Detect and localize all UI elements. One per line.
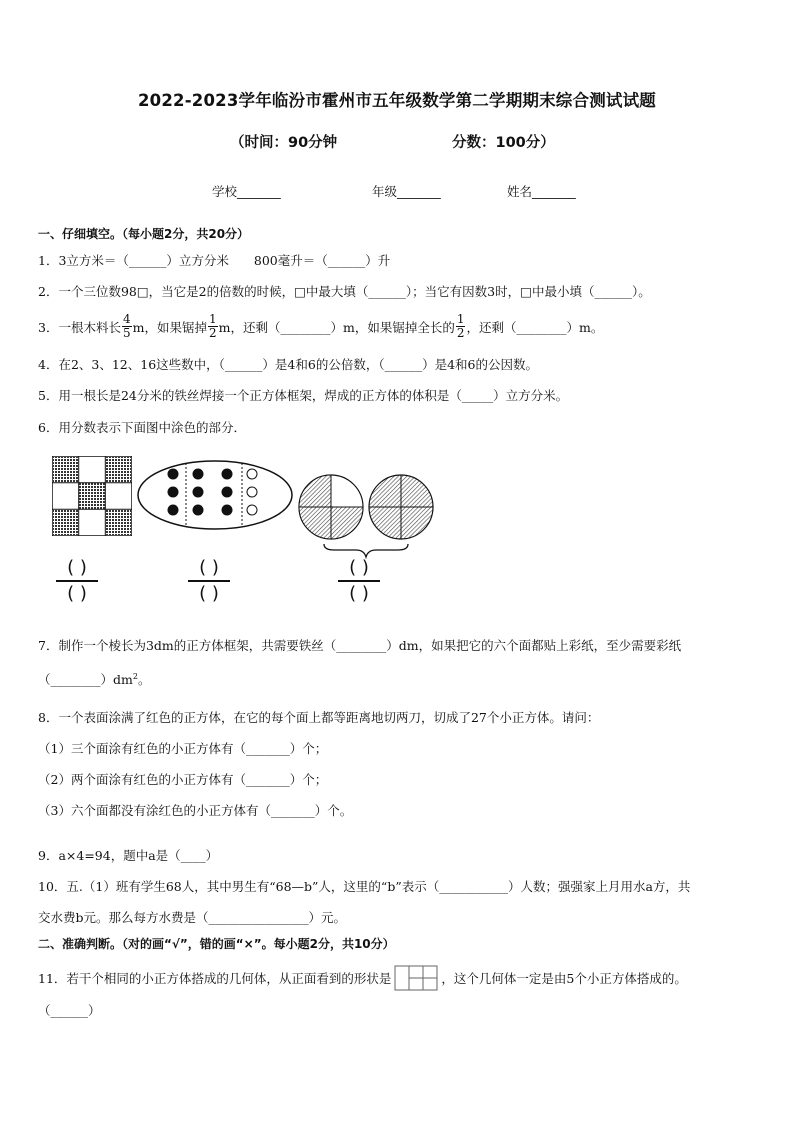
question-11-answer-blank[interactable]: （______） <box>38 1003 101 1018</box>
ellipse-dots-figure <box>136 459 294 531</box>
name-field: 姓名_______ <box>507 184 576 199</box>
question-3-part-b: m，如果锯掉 <box>132 319 207 335</box>
question-3 <box>38 313 603 340</box>
fraction-one-half <box>208 313 218 340</box>
fraction-numerator: 4 <box>122 312 131 326</box>
fraction-numerator: 1 <box>208 312 217 326</box>
answer-numerator: ( ) <box>349 557 369 578</box>
question-3-part-d: ，还剩（________）m。 <box>466 319 604 335</box>
question-11-part-b: ，这个几何体一定是由5个小正方体搭成的。 <box>441 971 687 986</box>
question-1: 1．3立方米＝（______）立方分米 800毫升＝（______）升 <box>38 253 391 268</box>
answer-fraction-3[interactable] <box>338 558 380 604</box>
exam-time: （时间：90分钟 <box>230 135 338 151</box>
answer-fraction-2[interactable] <box>188 558 230 604</box>
question-8: 8．一个表面涂满了红色的正方体，在它的每个面上都等距离地切两刀，切成了27个小正方体。请问： <box>38 710 600 725</box>
fraction-bar <box>188 580 230 582</box>
fraction-denominator: 2 <box>456 326 465 340</box>
question-11-part-a: 11．若干个相同的小正方体搭成的几何体，从正面看到的形状是 <box>38 971 392 986</box>
answer-numerator: ( ) <box>67 557 87 578</box>
question-8-part-1: （1）三个面涂有红色的小正方体有（_______）个； <box>38 741 328 756</box>
fraction-denominator: 5 <box>122 326 131 340</box>
fraction-bar <box>56 580 98 582</box>
question-10-line-2: 交水费b元。那么每方水费是（________________）元。 <box>38 910 347 925</box>
question-7-line-2 <box>38 670 150 688</box>
question-7-end: 。 <box>137 672 151 687</box>
question-7-blank: （________）dm <box>38 672 133 687</box>
answer-denominator: ( ) <box>199 583 219 604</box>
checkerboard-figure <box>52 456 132 536</box>
fraction-numerator: 1 <box>456 312 465 326</box>
question-3-part-a: 3．一根木料长 <box>38 319 121 335</box>
fraction-one-half-length <box>456 313 466 340</box>
question-11 <box>38 965 687 991</box>
answer-fraction-1[interactable] <box>56 558 98 604</box>
section-2-heading: 二、准确判断。（对的画“√”，错的画“×”。每小题2分，共10分） <box>38 937 395 951</box>
front-view-shape-icon <box>394 965 438 991</box>
school-field: 学校_______ <box>212 184 281 199</box>
fraction-four-fifths <box>122 313 132 340</box>
grade-field: 年级_______ <box>372 184 441 199</box>
question-8-part-3: （3）六个面都没有涂红色的小正方体有（_______）个。 <box>38 803 353 818</box>
exam-title: 2022-2023学年临汾市霍州市五年级数学第二学期期末综合测试试题 <box>138 91 656 110</box>
answer-numerator: ( ) <box>199 557 219 578</box>
question-8-part-2: （2）两个面涂有红色的小正方体有（_______）个； <box>38 772 328 787</box>
fraction-denominator: 2 <box>208 326 217 340</box>
question-10-line-1: 10．五.（1）班有学生68人，其中男生有“68—b”人，这里的“b”表示（___________）人数；强强家上月用水a方，共 <box>38 879 691 894</box>
question-4: 4．在2、3、12、16这些数中，（______）是4和6的公倍数，（______）是4和6的公因数。 <box>38 357 538 372</box>
question-5: 5．用一根长是24分米的铁丝焊接一个正方体框架，焊成的正方体的体积是（_____）立方分米。 <box>38 388 569 403</box>
fraction-bar <box>338 580 380 582</box>
question-3-part-c: m，还剩（________）m，如果锯掉全长的 <box>218 319 455 335</box>
question-6: 6．用分数表示下面图中涂色的部分． <box>38 420 246 435</box>
question-9: 9．a×4=94，题中a是（____） <box>38 848 219 863</box>
question-2: 2．一个三位数98□，当它是2的倍数的时候，□中最大填（______）；当它有因数3时，□中最小填（______）。 <box>38 284 651 299</box>
exam-score: 分数：100分） <box>452 135 555 151</box>
answer-denominator: ( ) <box>67 583 87 604</box>
answer-denominator: ( ) <box>349 583 369 604</box>
exponent: 2 <box>132 671 138 681</box>
two-circles-figure <box>298 470 438 560</box>
section-1-heading: 一、仔细填空。（每小题2分，共20分） <box>38 227 250 241</box>
question-7-line-1: 7．制作一个棱长为3dm的正方体框架，共需要铁丝（________）dm，如果把它的六个面都贴上彩纸，至少需要彩纸 <box>38 638 682 653</box>
